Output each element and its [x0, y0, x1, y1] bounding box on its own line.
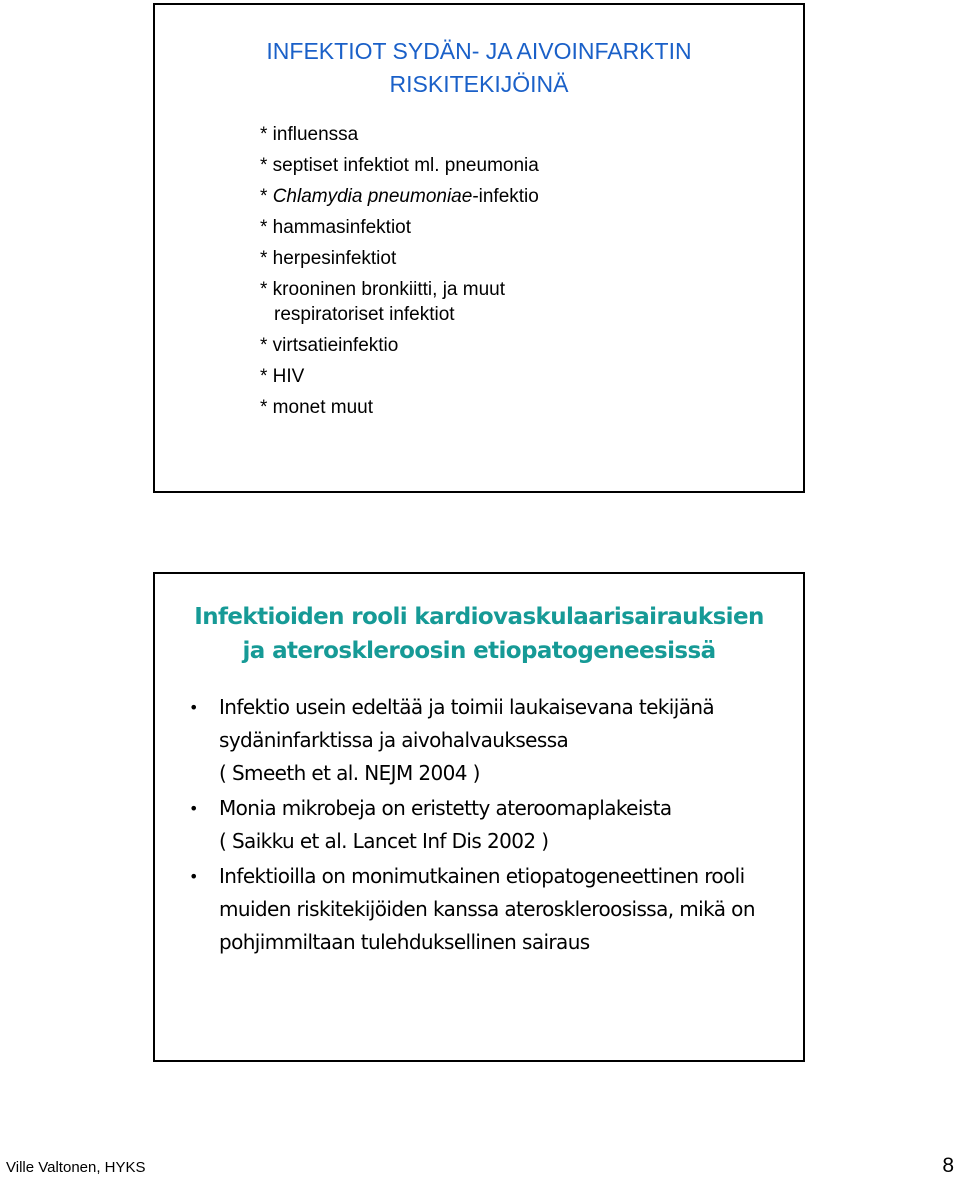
bullet-reference: ( Saikku et al. Lancet Inf Dis 2002 ) [219, 829, 549, 853]
slide-1-title-line-2: RISKITEKIJÖINÄ [389, 71, 569, 97]
slide-1-title [155, 35, 803, 101]
bullet-icon: • [189, 799, 198, 818]
slide-1-title-line-1: INFEKTIOT SYDÄN- JA AIVOINFARKTIN [266, 38, 692, 64]
slide-1 [153, 3, 805, 493]
bullet-item [189, 691, 781, 790]
organism-name: Chlamydia pneumoniae [272, 186, 473, 207]
slide-2-title-line-1: Infektioiden rooli kardiovaskulaarisairauksien [194, 604, 764, 630]
list-item: * influenssa [260, 124, 359, 145]
list-item: * virtsatieinfektio [260, 335, 399, 356]
bullet-item [189, 792, 781, 858]
bullet-item [189, 860, 781, 959]
bullet-icon: • [189, 698, 198, 717]
bullet-text: Monia mikrobeja on eristetty ateroomaplakeista [219, 796, 672, 820]
list-item: * HIV [260, 366, 305, 387]
bullet-reference: ( Smeeth et al. NEJM 2004 ) [219, 761, 480, 785]
list-item: * monet muut [260, 397, 373, 418]
risk-factor-list [260, 122, 539, 426]
slide-2 [153, 572, 805, 1062]
list-item: * hammasinfektiot [260, 217, 412, 238]
footer-author: Ville Valtonen, HYKS [6, 1159, 146, 1176]
slide-2-title [155, 600, 803, 668]
list-item: * herpesinfektiot [260, 248, 397, 269]
bullet-text: Infektio usein edeltää ja toimii laukaisevana tekijänä sydäninfarktissa ja aivohalvauksessa [219, 695, 715, 752]
list-item: * Chlamydia pneumoniae-infektio [260, 186, 539, 207]
list-item: * krooninen bronkiitti, ja muut respiratoriset infektiot [260, 277, 539, 327]
bullet-text: Infektioilla on monimutkainen etiopatogeneettinen rooli muiden riskitekijöiden kanssa ateroskleroosissa, mikä on pohjimmiltaan tulehduksellinen sairaus [219, 864, 755, 954]
list-item-continuation: respiratoriset infektiot [274, 304, 455, 325]
list-item: * septiset infektiot ml. pneumonia [260, 155, 539, 176]
bullet-list [189, 691, 781, 961]
page-number: 8 [942, 1154, 954, 1177]
slide-2-title-line-2: ja ateroskleroosin etiopatogeneesissä [242, 638, 716, 664]
bullet-icon: • [189, 867, 198, 886]
